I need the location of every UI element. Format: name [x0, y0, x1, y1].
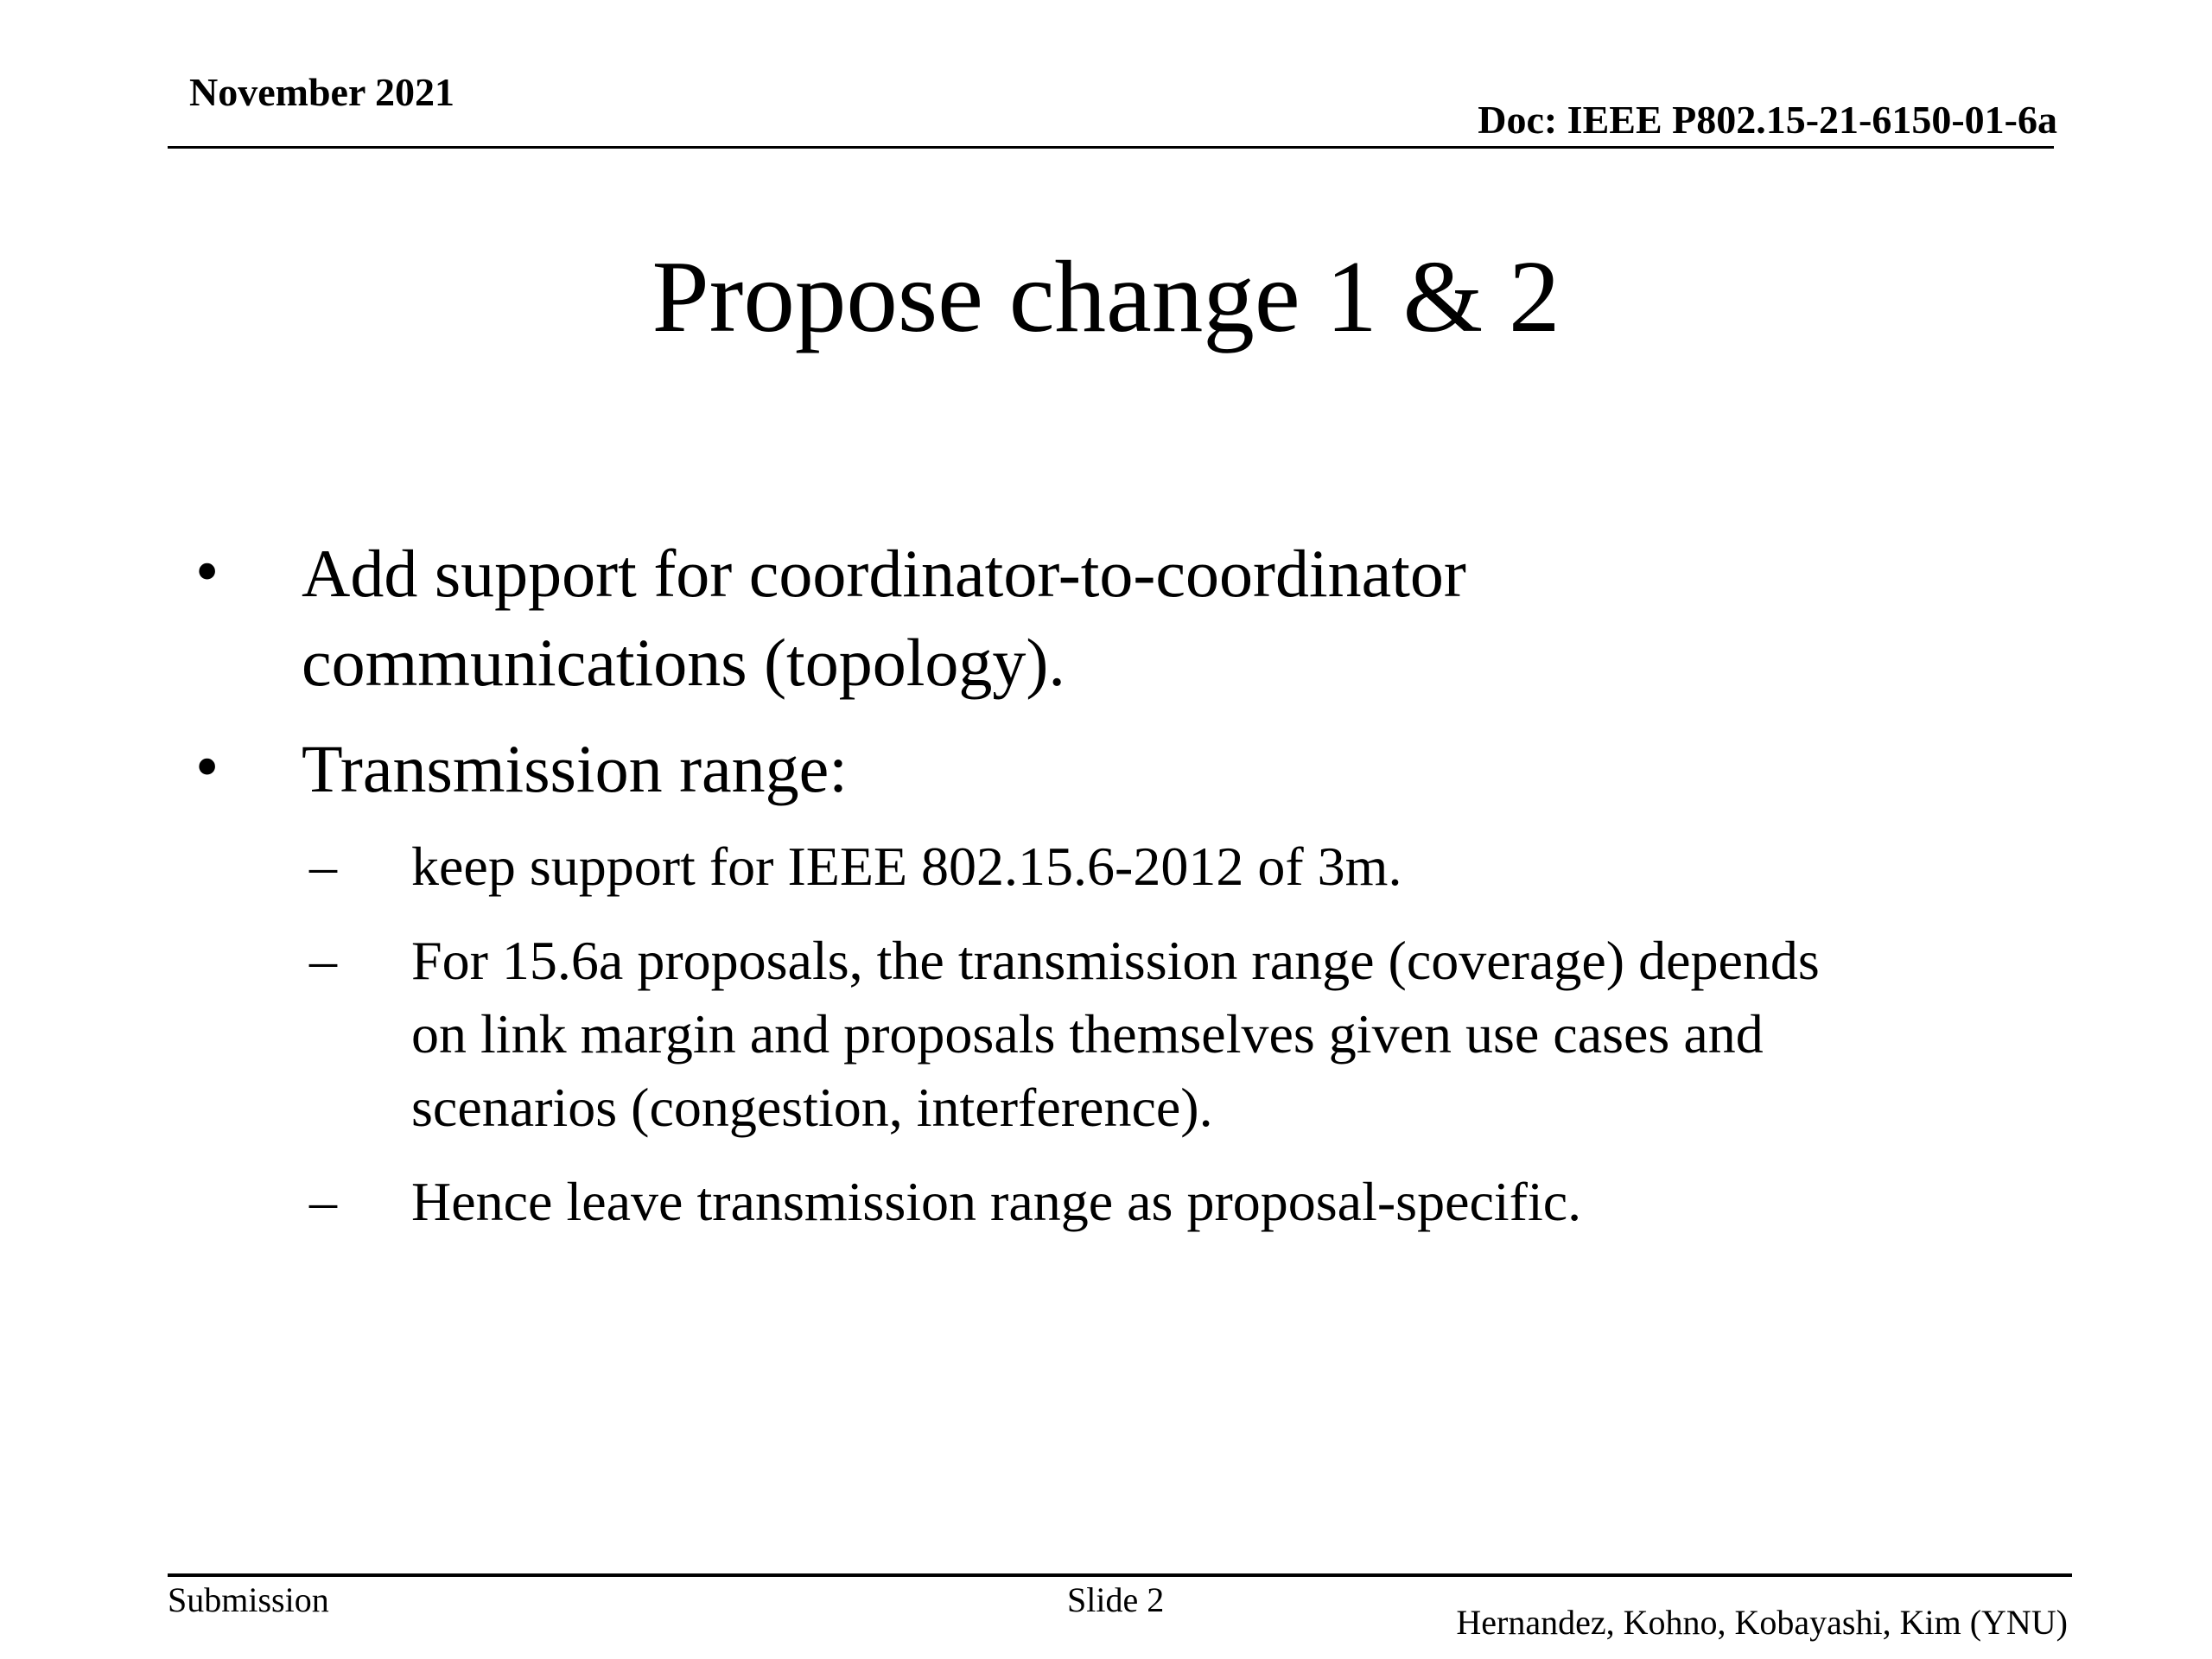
sub-bullet-line: scenarios (congestion, interference). — [411, 1077, 1213, 1138]
bullet-line: communications (topology). — [302, 625, 1065, 700]
footer-authors: Hernandez, Kohno, Kobayashi, Kim (YNU) — [1456, 1603, 2068, 1642]
bullet-marker: • — [195, 533, 219, 608]
sub-bullet-line: on link margin and proposals themselves given use cases and — [411, 1003, 1764, 1065]
slide-title: Propose change 1 & 2 — [652, 239, 1560, 353]
sub-bullet-line: Hence leave transmission range as proposal-specific. — [411, 1171, 1582, 1232]
footer-slide-number: Slide 2 — [1067, 1580, 1165, 1619]
bullet-marker: • — [195, 728, 219, 804]
sub-bullet-line: For 15.6a proposals, the transmission range (coverage) depends — [411, 930, 1820, 991]
sub-bullet-marker: – — [309, 929, 337, 990]
sub-bullet-marker: – — [309, 1170, 337, 1231]
sub-bullet-marker: – — [309, 835, 337, 896]
sub-bullet-line: keep support for IEEE 802.15.6-2012 of 3m. — [411, 836, 1402, 897]
header-doc-id: Doc: IEEE P802.15-21-6150-01-6a — [1478, 98, 2057, 142]
header-date: November 2021 — [189, 70, 455, 114]
bullet-line: Add support for coordinator-to-coordinator — [302, 536, 1466, 611]
bullet-line: Transmission range: — [302, 731, 848, 806]
footer-divider — [168, 1573, 2072, 1577]
footer-submission: Submission — [168, 1580, 329, 1619]
